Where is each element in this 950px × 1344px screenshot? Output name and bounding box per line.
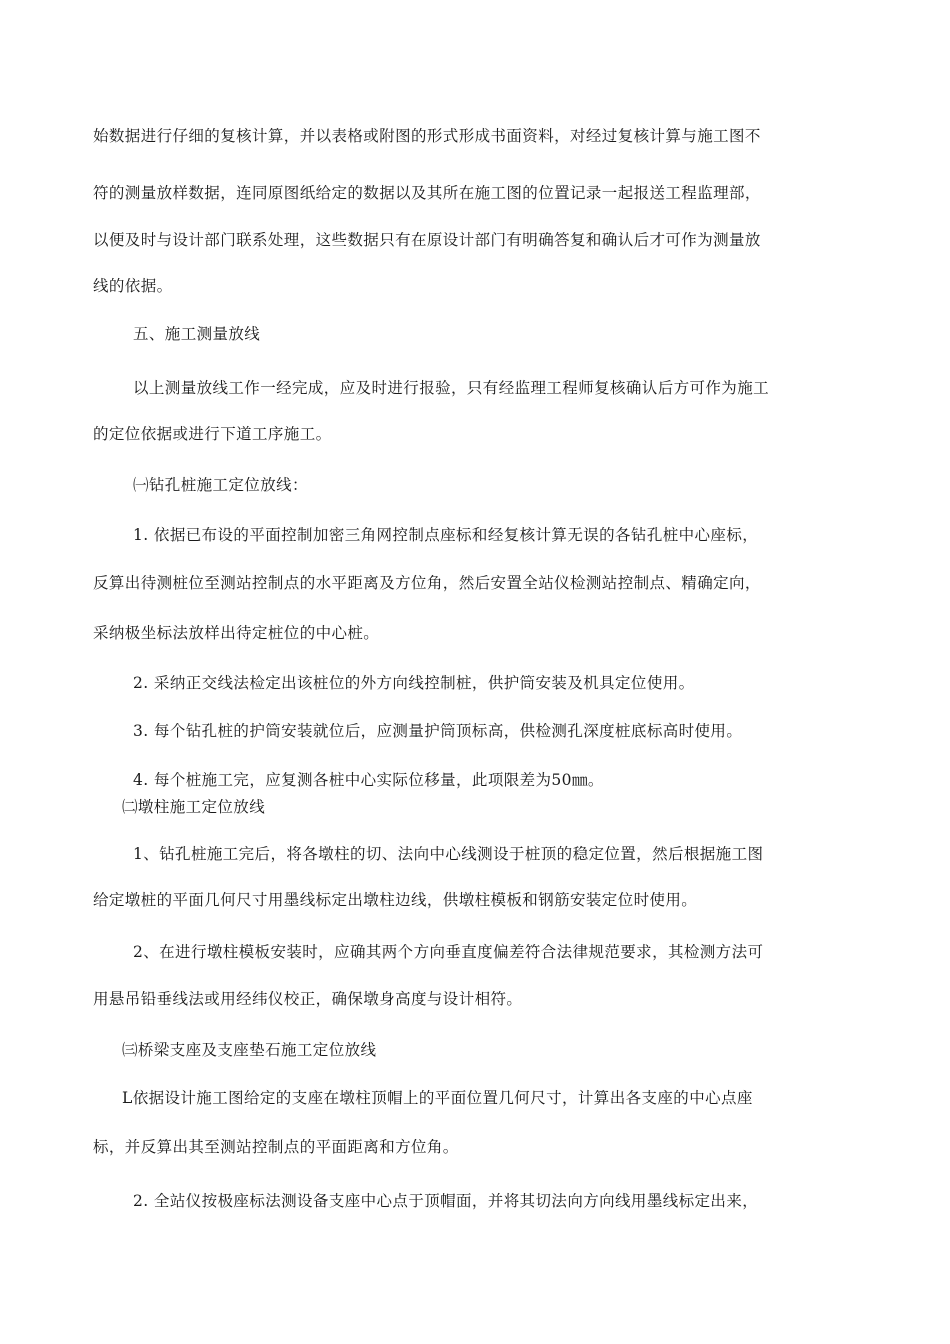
text-line: 线的依据。 bbox=[93, 277, 173, 295]
text-line: 的定位依据或进行下道工序施工。 bbox=[93, 425, 332, 443]
text-line: 1. 依据已布设的平面控制加密三角网控制点座标和经复核计算无误的各钻孔桩中心座标， bbox=[133, 526, 759, 544]
subsection-heading: ㈢桥梁支座及支座垫石施工定位放线 bbox=[122, 1041, 377, 1059]
text-line: 2、在进行墩柱模板安装时，应确其两个方向垂直度偏差符合法律规范要求，其检测方法可 bbox=[133, 943, 764, 961]
text-line: 1、钻孔桩施工完后，将各墩柱的切、法向中心线测设于桩顶的稳定位置，然后根据施工图 bbox=[133, 845, 764, 863]
text-line: 符的测量放样数据，连同原图纸给定的数据以及其所在施工图的位置记录一起报送工程监理部， bbox=[93, 184, 761, 202]
text-line: 2. 采纳正交线法检定出该桩位的外方向线控制桩，供护筒安装及机具定位使用。 bbox=[133, 674, 695, 692]
subsection-heading: ㈠钻孔桩施工定位放线： bbox=[133, 476, 308, 494]
text-line: 给定墩桩的平面几何尺寸用墨线标定出墩柱边线，供墩柱模板和钢筋安装定位时使用。 bbox=[93, 891, 698, 909]
text-line: 始数据进行仔细的复核计算，并以表格或附图的形式形成书面资料，对经过复核计算与施工图不 bbox=[93, 127, 761, 145]
subsection-heading: ㈡墩柱施工定位放线 bbox=[122, 798, 266, 816]
text-line: 3. 每个钻孔桩的护筒安装就位后，应测量护筒顶标高，供检测孔深度桩底标高时使用。 bbox=[133, 722, 743, 740]
text-line: 以便及时与设计部门联系处理，这些数据只有在原设计部门有明确答复和确认后才可作为测量放 bbox=[93, 231, 761, 249]
text-line: 标，并反算出其至测站控制点的平面距离和方位角。 bbox=[93, 1138, 459, 1156]
text-line: 2. 全站仪按极座标法测设备支座中心点于顶帽面，并将其切法向方向线用墨线标定出来， bbox=[133, 1192, 759, 1210]
text-line: 4. 每个桩施工完，应复测各桩中心实际位移量，此项限差为50㎜。 bbox=[133, 771, 604, 789]
text-line: 反算出待测桩位至测站控制点的水平距离及方位角，然后安置全站仪检测站控制点、精确定向， bbox=[93, 574, 761, 592]
text-line: L依据设计施工图给定的支座在墩柱顶帽上的平面位置几何尺寸，计算出各支座的中心点座 bbox=[122, 1089, 753, 1107]
text-line: 用悬吊铅垂线法或用经纬仪校正，确保墩身高度与设计相符。 bbox=[93, 990, 523, 1008]
section-heading: 五、施工测量放线 bbox=[133, 325, 261, 343]
text-line: 以上测量放线工作一经完成，应及时进行报验，只有经监理工程师复核确认后方可作为施工 bbox=[133, 379, 770, 397]
text-line: 采纳极坐标法放样出待定桩位的中心桩。 bbox=[93, 624, 380, 642]
